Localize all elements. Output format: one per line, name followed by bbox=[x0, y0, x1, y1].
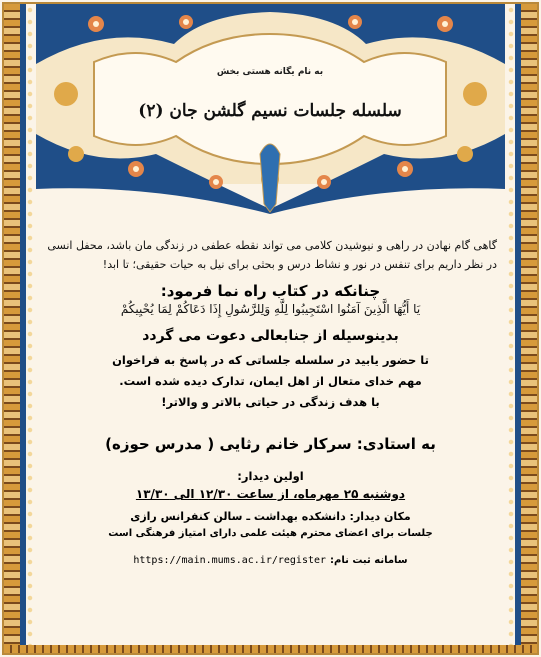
invitation-line: با هدف زندگی در حیاتی بالاتر و والاتر! bbox=[161, 395, 380, 409]
right-border-strip bbox=[521, 4, 537, 653]
faculty-note: جلسات برای اعضای محترم هیئت علمی دارای امتیاز فرهنگی است bbox=[108, 528, 433, 539]
registration-line bbox=[40, 555, 501, 566]
lecturer-line: به استادی: سرکار خانم رثایی ( مدرس حوزه) bbox=[105, 435, 436, 453]
invitation-heading: بدینوسیله از جنابعالی دعوت می گردد bbox=[142, 328, 399, 344]
header-invocation: به نام یگانه هستی بخش bbox=[216, 67, 324, 77]
first-visit-label: اولین دیدار: bbox=[237, 469, 304, 483]
place-line: مکان دیدار: دانشکده بهداشت ـ سالن کنفرانس رازی bbox=[130, 510, 411, 523]
central-pendant bbox=[260, 144, 280, 212]
left-dot-border bbox=[26, 4, 34, 653]
intro-paragraph: گاهی گام نهادن در راهی و نیوشیدن کلامی می تواند نقطه عطفی در زندگی مان باشد، محفل انسی در نظر داریم برای تنفس در نور و نشاط درس و بحثی برای نیل به حیات حقیقی؛ تا ابد! bbox=[47, 239, 497, 271]
right-dot-border bbox=[507, 4, 515, 653]
header-title: سلسله جلسات نسیم گلشن جان (۲) bbox=[138, 101, 402, 121]
registration-url[interactable]: https://main.mums.ac.ir/register bbox=[133, 555, 327, 566]
invitation-line: تا حضور یابید در سلسله جلساتی که در پاسخ به فراخوان bbox=[112, 353, 429, 367]
left-border-strip bbox=[4, 4, 20, 653]
registration-label: سامانه ثبت نام: bbox=[330, 555, 408, 566]
poster-content bbox=[40, 236, 501, 566]
bottom-border-strip bbox=[4, 645, 537, 653]
date-time-line: دوشنبه ۲۵ مهرماه، از ساعت ۱۲/۳۰ الی ۱۳/۳۰ bbox=[135, 487, 406, 501]
header-ornament bbox=[36, 4, 505, 214]
quran-verse: یَا أَیُّهَا الَّذِینَ آمَنُوا اسْتَجِیبُوا لِلَّهِ وَلِلرَّسُولِ إِذَا دَعَاکُمْ لِمَا یُحْیِیکُمْ bbox=[120, 302, 421, 316]
right-inner-border bbox=[515, 4, 521, 653]
invitation-line: مهم خدای متعال از اهل ایمان، تدارک دیده شده است. bbox=[119, 374, 422, 388]
quote-heading: چنانکه در کتاب راه نما فرمود: bbox=[160, 282, 381, 300]
